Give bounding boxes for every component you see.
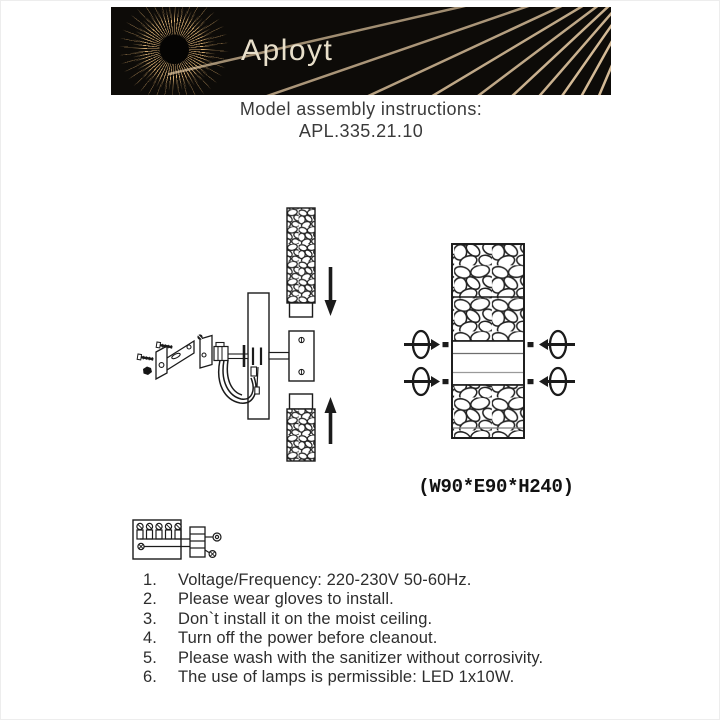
page-title: Model assembly instructions: [239,99,483,119]
instruction-number: 3. [143,609,157,628]
instruction-text: Don`t install it on the moist ceiling. [178,609,433,628]
instruction-number: 4. [143,629,157,648]
rotate-screw-arrow-icon [539,368,575,395]
model-number: APL.335.21.10 [298,121,424,141]
rotate-screw-arrow-icon [404,368,440,395]
instruction-number: 1. [143,571,157,589]
instruction-item [140,571,543,590]
instruction-text: The use of lamps is permissible: LED 1x10W. [178,668,515,687]
instruction-item [140,629,543,648]
rotate-screw-arrow-icon [539,331,575,358]
instruction-text: Voltage/Frequency: 220-230V 50-60Hz. [178,571,472,589]
instruction-item [140,649,543,668]
instruction-item [140,610,543,629]
instruction-number: 6. [143,668,157,687]
mounting-bracket [156,341,194,379]
instruction-text: Please wash with the sanitizer without corrosivity. [178,648,544,667]
rotate-screw-arrow-icon [404,331,440,358]
brand-name: Aployt [241,34,334,67]
shade-down-arrow-icon [325,267,337,316]
wiring-diagram [133,520,221,559]
instruction-text: Please wear gloves to install. [178,590,394,609]
instruction-number: 2. [143,590,157,609]
dimensions-label: (W90*E90*H240) [418,476,574,498]
instruction-number: 5. [143,648,157,667]
instruction-item [140,668,543,687]
shade-up-arrow-icon [325,397,337,444]
anchor-icon [143,367,152,376]
instruction-item [140,590,543,609]
instructions-list [140,571,543,687]
front-view-drawing [404,244,575,438]
exploded-view-drawing [137,208,336,461]
screw-icon [137,354,154,362]
instruction-text: Turn off the power before cleanout. [178,629,438,648]
